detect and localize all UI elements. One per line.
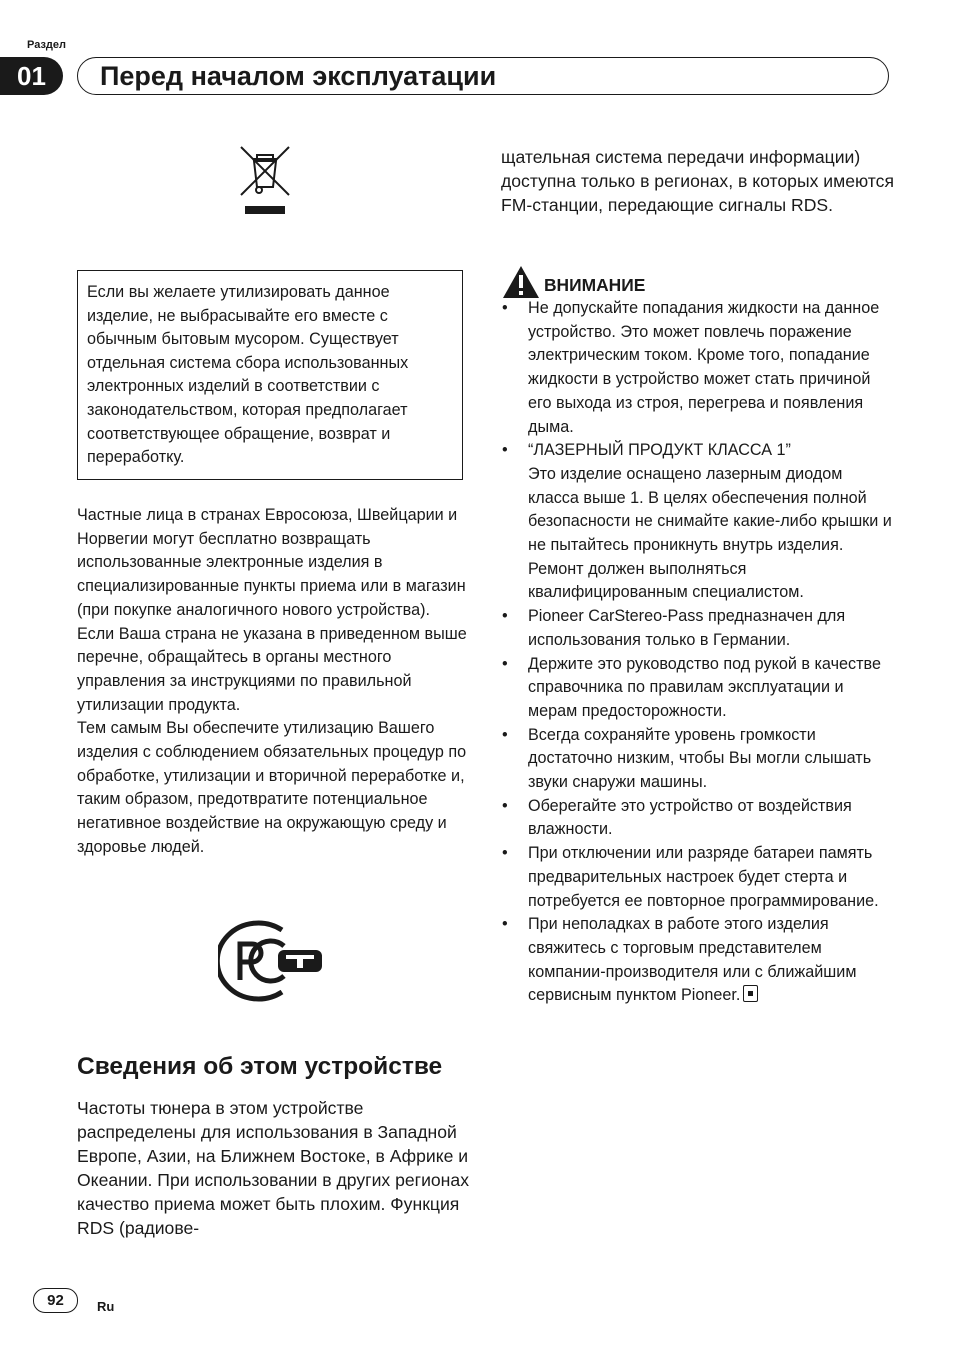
paragraph: Частные лица в странах Евросоюза, Швейцарии и Норвегии могут бесплатно возвращать использованные электронные изделия в специализированные пункты приема или в магазин (при покупке аналогичного нового устройства). [77, 506, 466, 619]
caution-heading: ВНИМАНИЕ [544, 275, 646, 295]
crossed-out-wheeled-bin-icon [239, 145, 291, 217]
item-text: При неполадках в работе этого изделия свяжитесь с торговым представителем компании-производителя или с ближайшим сервисным пунктом Pioneer. [528, 915, 857, 1005]
list-item [501, 605, 893, 652]
item-text: При отключении или разряде батареи память предварительных настроек будет стерта и потребуется ее повторное программирование. [528, 844, 879, 910]
page-number: 92 [33, 1288, 78, 1313]
item-text: Держите это руководство под рукой в качестве справочника по правилам эксплуатации и мерам предосторожности. [528, 654, 881, 720]
item-text: Не допускайте попадания жидкости на данное устройство. Это может повлечь поражение электрическим током. Кроме того, попадание жидкости в устройство может стать причиной его выхода из строя, перегрева и появления дыма. [528, 299, 880, 436]
pct-certification-icon [218, 920, 324, 1002]
paragraph: Тем самым Вы обеспечите утилизацию Вашего изделия с соблюдением обязательных процедур по обработке, утилизации и вторичной переработке и, таким образом, предотвратите потенциальное негативное воздействие на окружающую среду и здоровье людей. [77, 719, 467, 856]
list-item [501, 842, 893, 913]
list-item [501, 724, 893, 795]
section-number: 01 [0, 57, 63, 95]
device-info-text: Частоты тюнера в этом устройстве распределены для использования в Западной Европе, Азии, на Ближнем Востоке, в Африке и Океании. При использовании в других регионах качество приема может быть плохим. Функция RDS (радиове- [77, 1098, 469, 1238]
recycling-notice: Если вы желаете утилизировать данное изделие, не выбрасывайте его вместе с обычным бытовым мусором. Существует отдельная система сбора использованных электронных изделий в соответствии с законодательством, которая предполагает соответствующее обращение, возврат и переработку. [77, 270, 463, 480]
recycling-info [77, 504, 469, 860]
item-text: Pioneer CarStereo-Pass предназначен для использования только в Германии. [528, 607, 846, 649]
end-of-section-icon [743, 985, 758, 1002]
list-item [501, 913, 893, 1008]
paragraph: Если Ваша страна не указана в приведенном выше перечне, обращайтесь в органы местного управления за инструкциями по правильной утилизации продукта. [77, 624, 467, 714]
item-text: “ЛАЗЕРНЫЙ ПРОДУКТ КЛАССА 1” [528, 441, 791, 460]
list-item [501, 439, 893, 605]
item-text: Всегда сохраняйте уровень громкости достаточно низким, чтобы Вы могли слышать звуки снаружи машины. [528, 725, 872, 792]
device-info-text-continued: щательная система передачи информации) доступна только в регионах, в которых имеются FM-станции, передающие сигналы RDS. [501, 147, 894, 215]
caution-header [502, 259, 645, 299]
caution-list [501, 297, 893, 1008]
item-text: Оберегайте это устройство от воздействия влажности. [528, 796, 852, 839]
list-item [501, 297, 893, 439]
warning-triangle-icon [502, 265, 540, 299]
laser-detail-text: Это изделие оснащено лазерным диодом класса выше 1. В целях обеспечения полной безопасности не снимайте какие-либо крышки и не пытайтесь проникнуть внутрь изделия. Ремонт должен выполняться квалифицированным специалистом. [528, 464, 892, 602]
list-item [501, 653, 893, 724]
section-label: Раздел [27, 39, 66, 51]
list-item [501, 795, 893, 842]
page-title: Перед началом эксплуатации [100, 61, 497, 91]
language-code: Ru [97, 1299, 115, 1314]
section-heading: Сведения об этом устройстве [77, 1053, 443, 1080]
